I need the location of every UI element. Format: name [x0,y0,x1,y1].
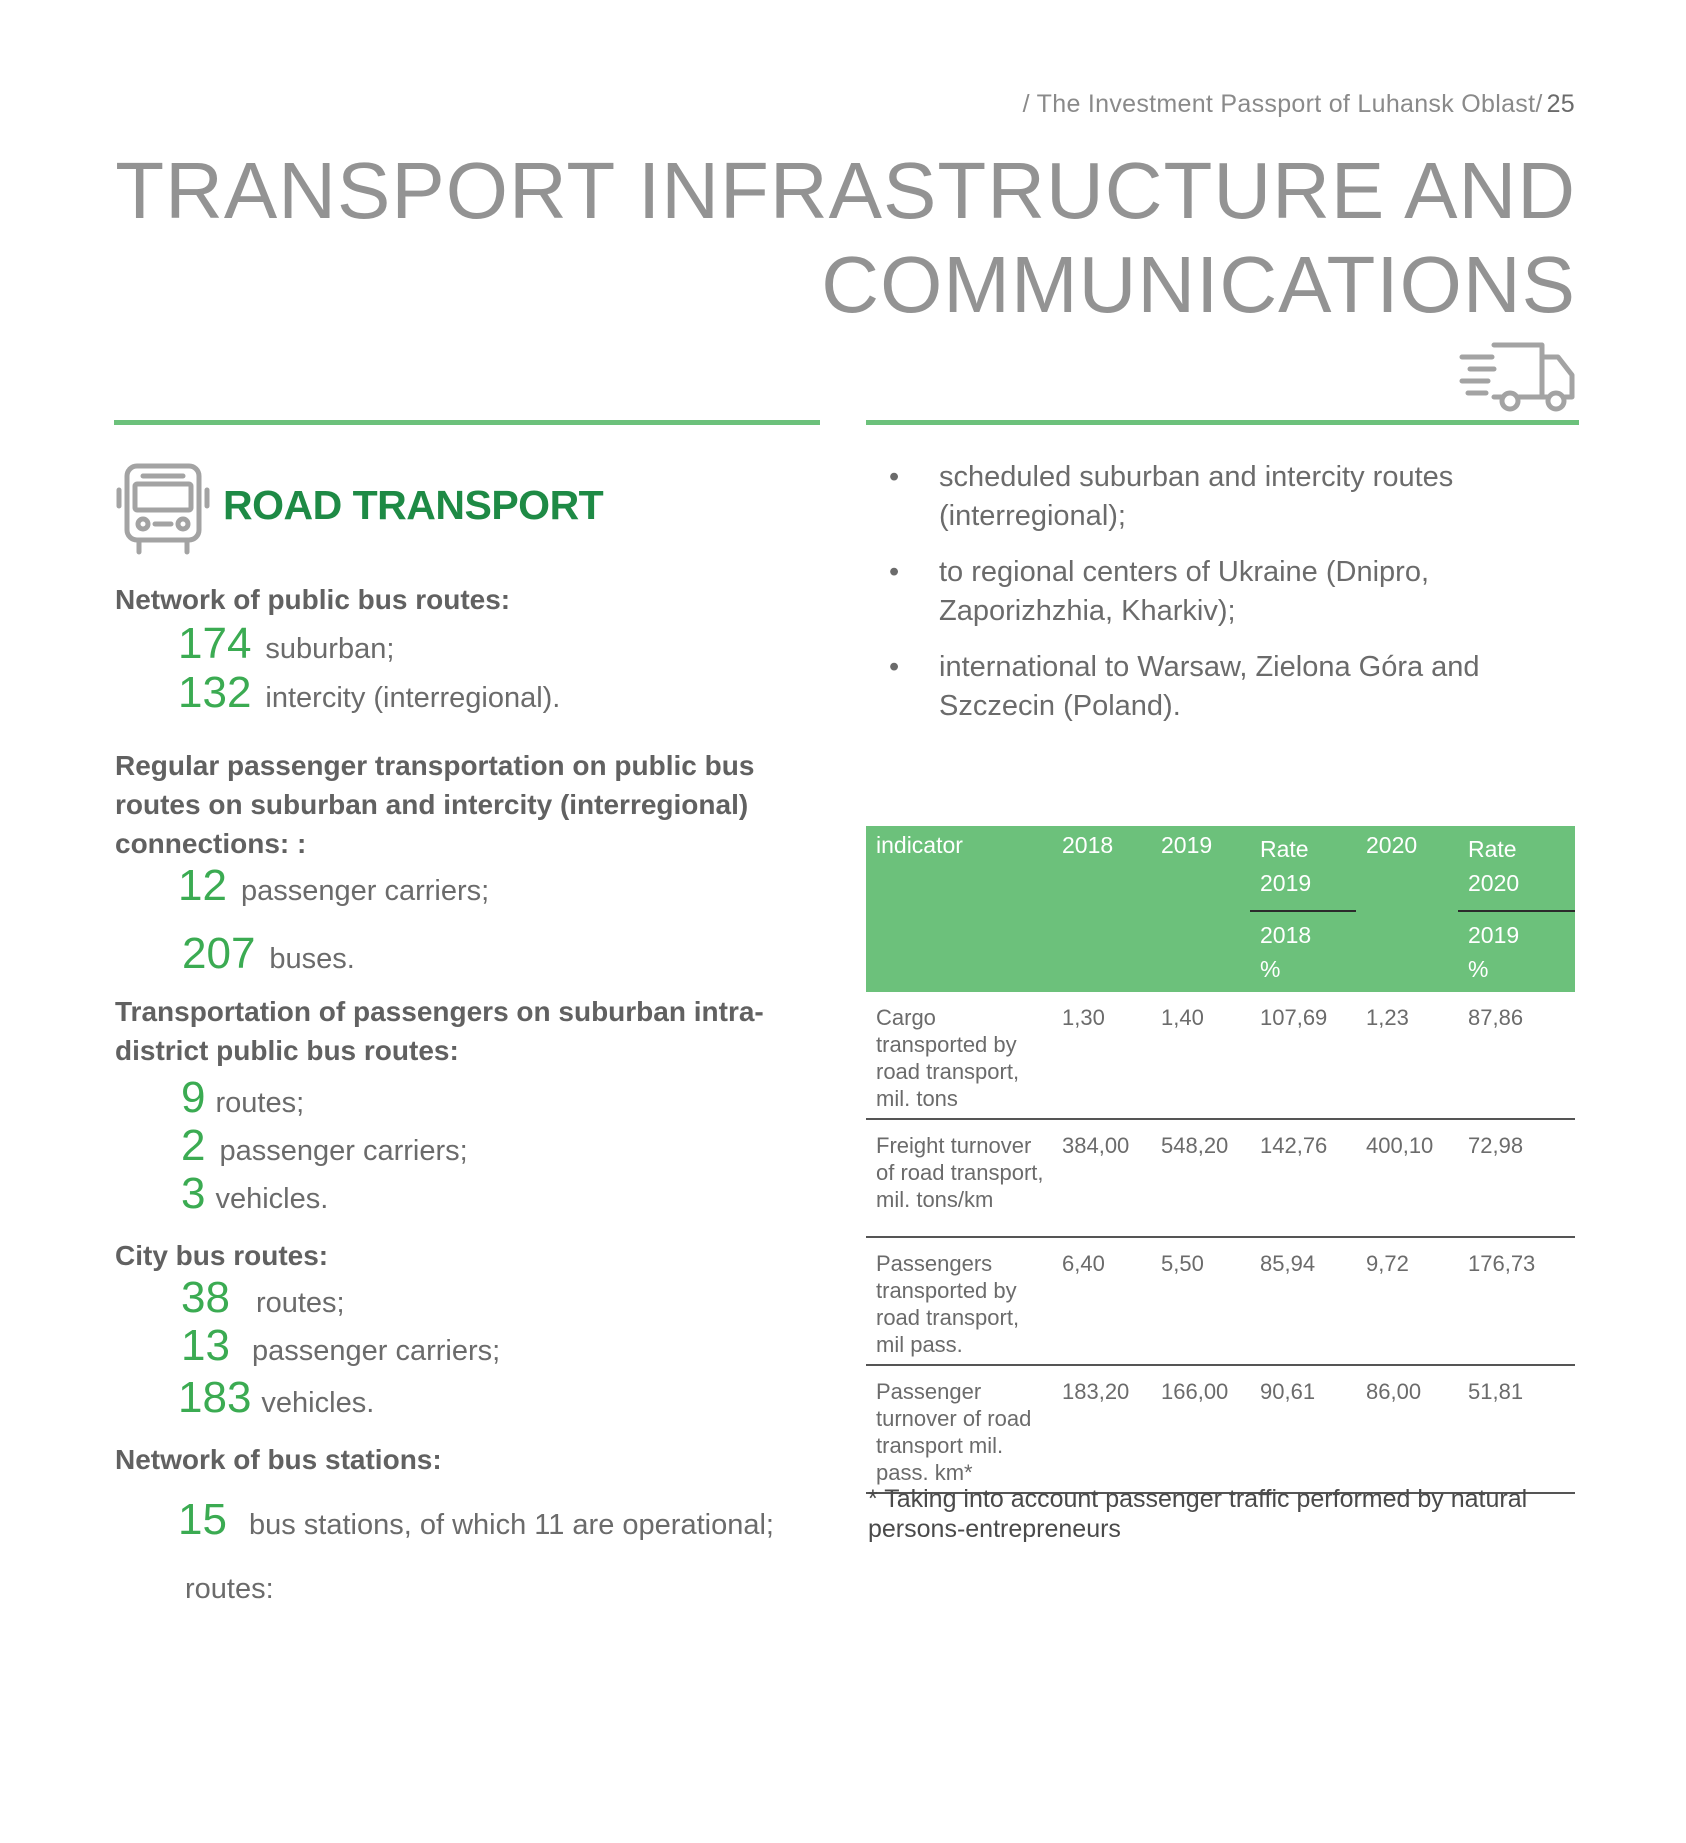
stat-text: intercity (interregional). [265,682,561,714]
cell-rate-2019: 107,69 [1250,992,1356,1119]
cell-indicator: Freight turnover of road transport, mil. tons/km [866,1119,1052,1237]
section-head-bus-network: Network of public bus routes: [115,584,511,615]
page-title-line-2: COMMUNICATIONS [821,240,1576,329]
stat-text: passenger carriers; [219,1135,468,1167]
stat-number: 207 [182,929,256,978]
cell-2019: 166,00 [1151,1365,1250,1493]
stat-text: routes; [215,1087,305,1119]
stat-vehicles [181,1170,328,1218]
cell-2018: 384,00 [1052,1119,1151,1237]
cell-rate-2019: 142,76 [1250,1119,1356,1237]
header-2020: 2020 [1356,826,1458,992]
cell-2020: 86,00 [1356,1365,1458,1493]
stat-suburban [178,620,394,668]
stat-text: bus stations, of which 11 are operational; [248,1509,774,1541]
list-item: • scheduled suburban and intercity routes (interregional); [887,458,1587,536]
cell-2020: 400,10 [1356,1119,1458,1237]
bus-icon [113,460,213,560]
stat-number: 13 [181,1321,230,1370]
list-item: • to regional centers of Ukraine (Dnipro, Zaporizhzhia, Kharkiv); [887,553,1587,631]
header-unit: % [1260,956,1281,982]
stat-number: 132 [178,668,252,717]
cell-2020: 9,72 [1356,1237,1458,1365]
cell-rate-2019: 85,94 [1250,1237,1356,1365]
page-number: 25 [1546,90,1575,118]
stat-carriers [181,1122,468,1170]
header-rate-2020 [1458,826,1575,911]
cell-rate-2020: 72,98 [1458,1119,1575,1237]
header-rate-2019-base [1458,911,1575,992]
section-rule-left [114,420,820,425]
header-base-year: 2018 [1260,922,1312,948]
stat-buses [182,930,355,978]
stat-city-carriers [181,1322,500,1370]
section-head-regular-transport: Regular passenger transportation on public bus routes on suburban and intercity (interregional) connections: : [115,750,755,859]
stat-number: 174 [178,619,252,668]
section-head-bus-stations: Network of bus stations: [115,1444,442,1475]
header-indicator: indicator [866,826,1052,992]
stat-routes [181,1074,304,1122]
stat-number: 15 [178,1495,227,1544]
stat-text: vehicles. [215,1183,329,1215]
cell-2018: 1,30 [1052,992,1151,1119]
table-row [866,1365,1575,1493]
stat-text: passenger carriers; [251,1335,501,1367]
section-head-city-bus: City bus routes: [115,1240,329,1271]
header-rate-label: Rate [1468,836,1517,862]
section-rule-right [866,420,1579,425]
truck-icon [1458,335,1578,415]
header-2018: 2018 [1052,826,1151,992]
list-item: • international to Warsaw, Zielona Góra and Szczecin (Poland). [887,648,1587,726]
header-rate-2019 [1250,826,1356,911]
stat-number: 12 [178,861,227,910]
header-rate-year: 2019 [1260,870,1312,896]
cell-indicator: Cargo transported by road transport, mil. tons [866,992,1052,1119]
stat-text: routes; [255,1287,345,1319]
table-row [866,1119,1575,1237]
stat-number: 9 [181,1073,206,1122]
page-title [115,144,1576,332]
running-head [1023,90,1575,119]
header-base-year: 2019 [1468,922,1520,948]
cell-rate-2019: 90,61 [1250,1365,1356,1493]
table-row [866,992,1575,1119]
stat-text: buses. [269,943,355,975]
stat-number: 3 [181,1169,206,1218]
stat-number: 183 [178,1373,252,1422]
table-header-row [866,826,1575,911]
trailing-text: routes: [185,1573,274,1605]
header-rate-year: 2020 [1468,870,1520,896]
cell-2019: 1,40 [1151,992,1250,1119]
header-rate-2018-base [1250,911,1356,992]
stat-passenger-carriers [178,862,489,910]
cell-2019: 548,20 [1151,1119,1250,1237]
stat-number: 2 [181,1121,206,1170]
table-footnote: * Taking into account passenger traffic performed by natural persons-entrepreneurs [868,1485,1528,1543]
cell-2018: 183,20 [1052,1365,1151,1493]
page-title-line-1: TRANSPORT INFRASTRUCTURE AND [115,146,1576,235]
stat-text: suburban; [265,633,395,665]
stat-city-vehicles [178,1374,374,1422]
cell-rate-2020: 176,73 [1458,1237,1575,1365]
table-row [866,1237,1575,1365]
stat-number: 38 [181,1273,230,1322]
cell-rate-2020: 51,81 [1458,1365,1575,1493]
stat-city-routes [181,1274,345,1322]
stat-intercity [178,669,560,717]
stat-bus-stations [178,1496,774,1544]
cell-indicator: Passengers transported by road transport, mil pass. [866,1237,1052,1365]
cell-rate-2020: 87,86 [1458,992,1575,1119]
cell-2020: 1,23 [1356,992,1458,1119]
header-rate-label: Rate [1260,836,1309,862]
header-unit: % [1468,956,1489,982]
section-head-intra-district: Transportation of passengers on suburban intra-district public bus routes: [115,996,764,1066]
header-2019: 2019 [1151,826,1250,992]
route-types-list [887,458,1587,743]
cell-indicator: Passenger turnover of road transport mil. pass. km* [866,1365,1052,1493]
stat-text: vehicles. [261,1387,375,1419]
road-transport-heading: ROAD TRANSPORT [223,482,604,528]
stat-text: passenger carriers; [240,875,490,907]
road-transport-table [866,826,1575,1494]
running-head-text: / The Investment Passport of Luhansk Oblast/ [1022,90,1543,118]
cell-2019: 5,50 [1151,1237,1250,1365]
cell-2018: 6,40 [1052,1237,1151,1365]
